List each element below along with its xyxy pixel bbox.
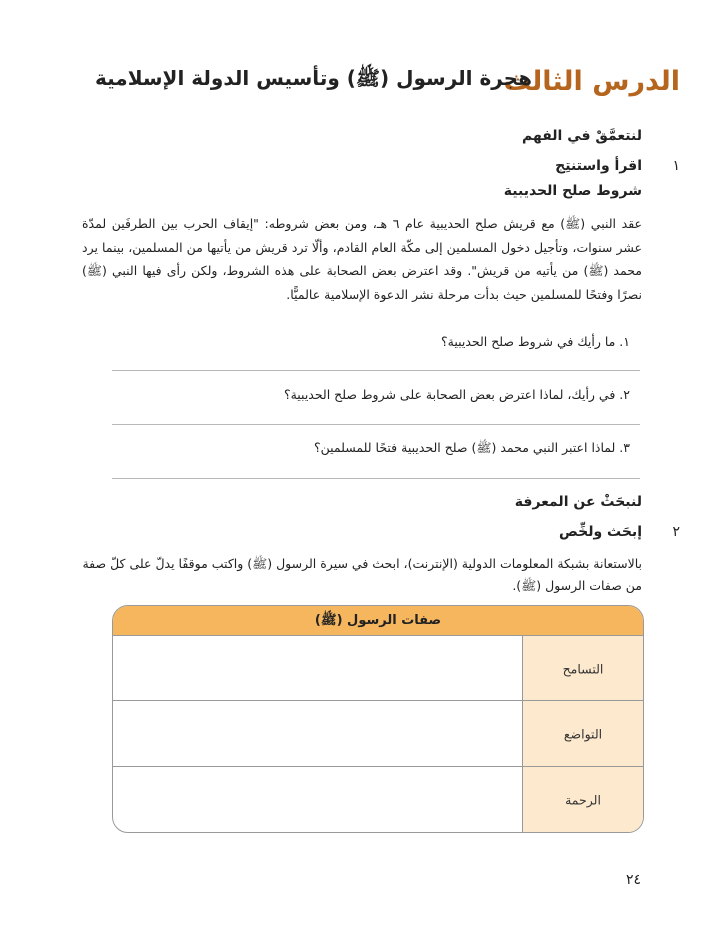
activity-number-2: ٢ [672,524,680,540]
activity-number-1: ١ [672,158,680,174]
section-title-research: لنبحَثْ عن المعرفة [514,494,642,510]
trait-label-humility: التواضع [522,701,643,767]
passage-paragraph: عقد النبي (ﷺ) مع قريش صلح الحديبية عام ٦ هـ، ومن بعض شروطه: "إيقاف الحرب بين الطرفَين لمدّة عشر سنوات، وتأجيل دخول المسلمين إلى مكّة العام القادم، وألّا ترد قريش من يأتيها من المسلمين، بينما يرد محمد (ﷺ) من يأتيه من قريش". وقد اعترض بعض الصحابة على هذه الشروط، ولكن رأى فيها النبي (ﷺ) نصرًا وفتحًا للمسلمين حيث بدأت مرحلة نشر الدعوة الإسلامية عالميًّا. [82,216,642,302]
answer-line-3[interactable] [112,478,640,479]
lesson-title: هجرة الرسول (ﷺ) وتأسيس الدولة الإسلامية [95,66,532,90]
trait-answer-cell-tolerance[interactable] [113,636,522,701]
table-row [113,700,643,767]
question-1: ١. ما رأيك في شروط صلح الحديبية؟ [440,334,630,349]
answer-line-1[interactable] [112,370,640,371]
table-row [113,635,643,701]
answer-line-2[interactable] [112,424,640,425]
trait-answer-cell-humility[interactable] [113,701,522,767]
activity-title-research: إبحَث ولخِّص [559,524,642,540]
trait-label-mercy: الرحمة [522,767,643,833]
trait-answer-cell-mercy[interactable] [113,767,522,833]
question-3: ٣. لماذا اعتبر النبي محمد (ﷺ) صلح الحديبية فتحًا للمسلمين؟ [313,440,630,455]
lesson-label: الدرس الثالث [503,66,680,97]
page-number: ٢٤ [626,872,642,888]
traits-table-header: صفات الرسول (ﷺ) [113,606,643,635]
question-2: ٢. في رأيك، لماذا اعترض بعض الصحابة على شروط صلح الحديبية؟ [283,387,630,402]
section-title-understanding: لنتعمَّقْ في الفهم [521,128,642,144]
passage-subtitle: شروط صلح الحديبية [503,183,642,199]
research-instruction: بالاستعانة بشبكة المعلومات الدولية (الإنترنت)، ابحث في سيرة الرسول (ﷺ) واكتب موقفًا يدلّ على كلّ صفة من صفات الرسول (ﷺ). [82,556,642,593]
activity-title-read: اقرأ واستنتِج [555,158,642,174]
traits-table [112,605,644,833]
trait-label-tolerance: التسامح [522,636,643,701]
table-row [113,766,643,833]
